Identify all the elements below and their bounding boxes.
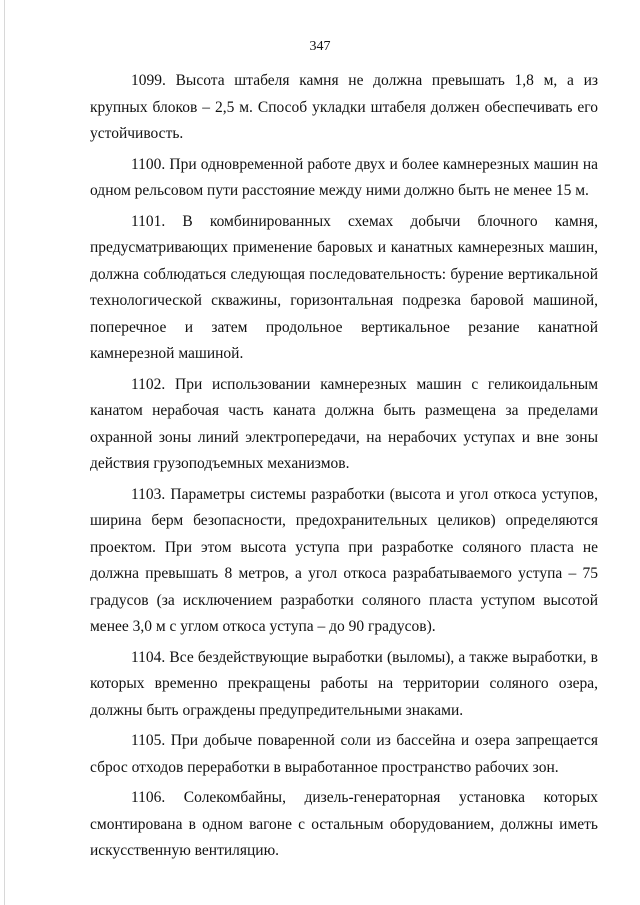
paragraph-1103: 1103. Параметры системы разработки (высота и угол откоса уступов, ширина берм безопасности, предохранительных целиков) определяются проектом. При этом высота уступа при разработке соляного пласта не должна превышать 8 метров, а угол откоса разрабатываемого уступа – 75 градусов (за исключением разработки соляного пласта уступом высотой менее 3,0 м с углом откоса уступа – до 90 градусов). <box>90 485 598 635</box>
scan-edge-line <box>4 0 5 905</box>
paragraph-1104: 1104. Все бездействующие выработки (выломы), а также выработки, в которых временно прекращены работы на территории соляного озера, должны быть ограждены предупредительными знаками. <box>90 648 598 719</box>
paragraph-1100: 1100. При одновременной работе двух и более камнерезных машин на одном рельсовом пути расстояние между ними должно быть не менее 15 м. <box>90 155 598 199</box>
paragraph-1102: 1102. При использовании камнерезных машин с геликоидальным канатом нерабочая часть каната должна быть размещена за пределами охранной зоны линий электропередачи, на нерабочих уступах и вне зоны действия грузоподъемных механизмов. <box>90 375 598 472</box>
paragraph-1101: 1101. В комбинированных схемах добычи блочного камня, предусматривающих применение баровых и канатных камнерезных машин, должна соблюдаться следующая последовательность: бурение вертикальной технологической скважины, горизонтальная подрезка баровой машиной, поперечное и затем продольное вертикальное резание канатной камнерезной машиной. <box>90 212 598 362</box>
paragraph-1105: 1105. При добыче поваренной соли из бассейна и озера запрещается сброс отходов переработки в выработанное пространство рабочих зон. <box>90 732 598 776</box>
paragraph-1106: 1106. Солекомбайны, дизель-генераторная установка которых смонтирована в одном вагоне с остальным оборудованием, должны иметь искусственную вентиляцию. <box>90 789 598 859</box>
page-number: 347 <box>309 39 331 54</box>
document-body <box>90 68 598 869</box>
paragraph-1099: 1099. Высота штабеля камня не должна превышать 1,8 м, а из крупных блоков – 2,5 м. Способ укладки штабеля должен обеспечивать его устойчивость. <box>90 72 598 142</box>
